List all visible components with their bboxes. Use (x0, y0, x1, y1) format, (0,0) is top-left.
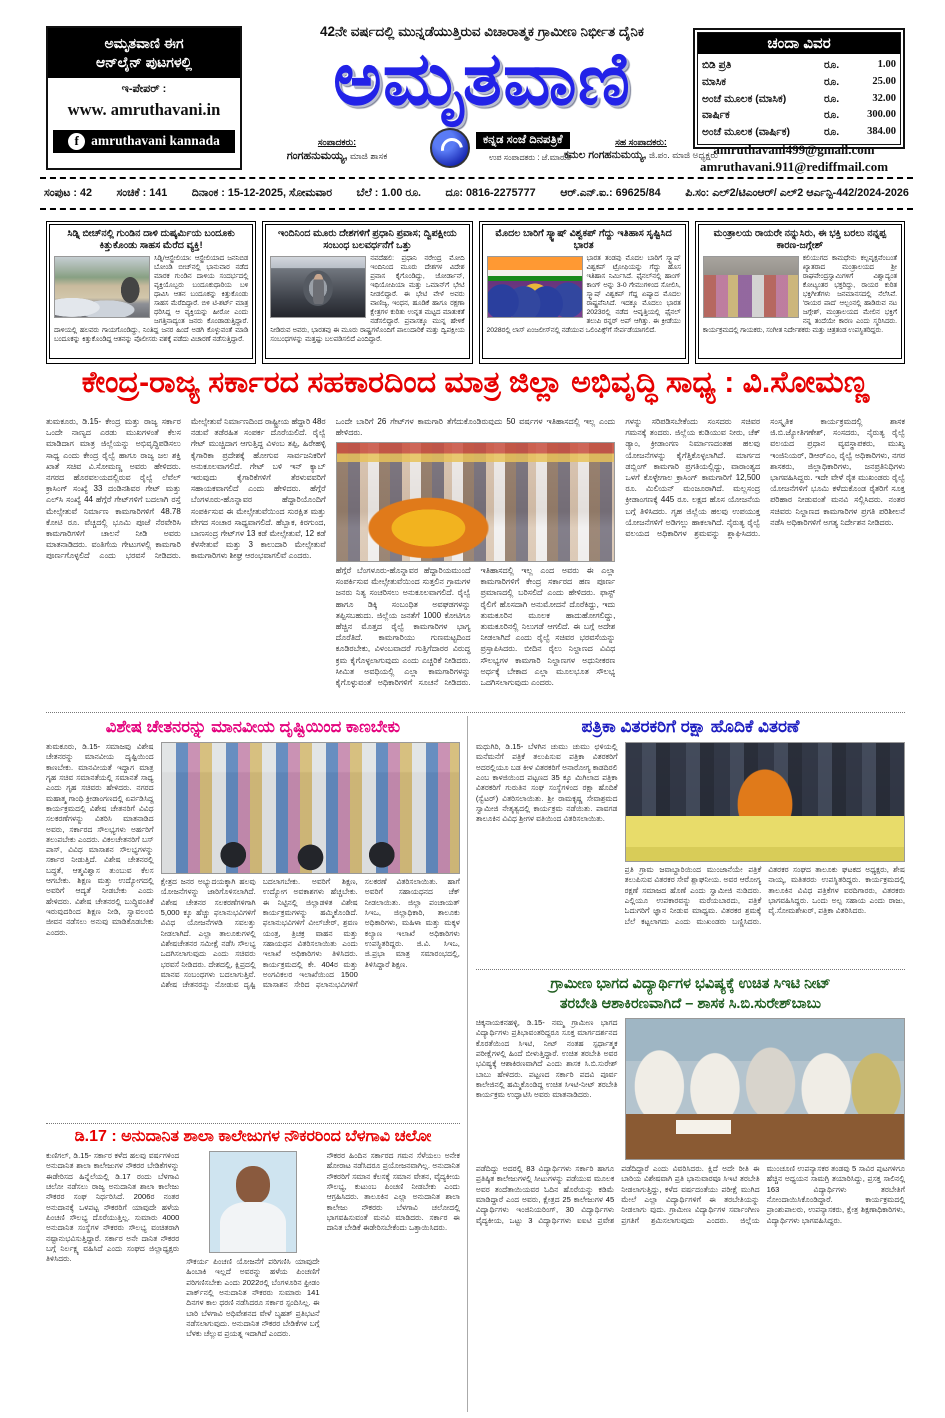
lead-columns-left (46, 416, 326, 710)
postal-number: ಪಿ.ಸಂ: ಎಲ್2/ಟಿಎಂಆರ್/ ಎಲ್2 ಆರ್ಎನ್ಪಿ-442/2024-2026 (685, 187, 909, 199)
article-newspaper-vendors (476, 716, 905, 970)
subscription-item: ಮಾಸಿಕ (702, 75, 726, 88)
belagavi-col-2 (186, 1151, 319, 1412)
co-editor-label: ಸಹ ಸಂಪಾದಕರು: (615, 137, 667, 147)
subscription-item: ಅಂಚೆ ಮೂಲಕ (ಮಾಸಿಕ) (702, 92, 787, 105)
cet-col-3: ಕ್ಷಿದೆ ಅದೇ ರೀತಿ ಈ ಬಾರಿಯ ವಿಶೇಷವಾಗಿ ಪ್ರತಿ ಭಾನುವಾರವೂ ಸಿಇಟಿ ತರಬೇತಿ ನೀಡಲಾಗುತ್ತಿದ್ದು, ಕಳೆದ ವರ್ಷದಂತೆಯು ಪರೀಕ್ಷೆ ಮುಗಿದ ಮೇಲೆ ಎಲ್ಲಾ ವಿದ್ಯಾರ್ಥಿಗಳಿಗೆ ಈ ತರಬೇತಿಯನ್ನು ನೀಡಲಾಗು ವುದು. ಗ್ರಾಮೀಣ ವಿದ್ಯಾರ್ಥಿಗಳ ಸರ್ವಾಂಗೀಣ ಪ್ರಗತಿಗೆ ಶ್ರಮಿಸಲಾಗುವುದು ಎಂದರು. (621, 1164, 760, 1225)
lead-middle-block (336, 416, 616, 710)
sweater-distribution-photo (625, 742, 906, 862)
article-cet-neet-training (476, 970, 905, 1412)
subscription-currency: ರೂ. (824, 75, 840, 88)
subscription-item: ಅಂಚೆ ಮೂಲಕ (ವಾರ್ಷಿಕ) (702, 126, 790, 139)
special-needs-right (161, 742, 460, 1120)
top-story-frame (49, 224, 253, 359)
newspaper-logo-icon (430, 128, 470, 168)
top-story-squash (479, 221, 689, 364)
lead-headline: ಕೇಂದ್ರ-ರಾಜ್ಯ ಸರ್ಕಾರದ ಸಹಕಾರದಿಂದ ಮಾತ್ರ ಜಿಲ್ಲಾ ಅಭಿವೃದ್ಧಿ ಸಾಧ್ಯ : ವಿ.ಸೋಮಣ್ಣ (81, 366, 870, 399)
belagavi-body (46, 1151, 460, 1412)
vendors-col-1: ಮಧುಗಿರಿ, ಡಿ.15- ಬೆಳಗಿನ ಚುಮು ಚುಮು ಛಳಿಯಲ್ಲಿ ಮನೆಮನೆಗೆ ಪತ್ರಿಕೆ ತಲುಪಿಸುವ ಪತ್ರಿಕಾ ವಿತರಕರಿಗೆ ಅದರಲ್ಲಿಯೂ ಬಡ ಕೀಳ ವಿತರಕರಿಗೆ ಅನಾರೋಗ್ಯ ಕಾಡದಿರಲಿ ಎಂಬ ಕಾಳಜಿಯಿಂದ ಪಟ್ಟಣದ 35 ಕ್ಕೂ ಮಿಗಿಲಾದ ಪತ್ರಿಕಾ ವಿತರಕರಿಗೆ ಗುರುತಿನ ಸಂಘ ಸಂಸ್ಥೆಗಳಿಂದ ರಕ್ಷಾ ಹೊದಿಕೆ (ಸ್ವೆಟರ್) ವಿತರಿಸಲಾಯಿತು. ಶ್ರೀ ರಾಮಕೃಷ್ಣ ಸೇವಾಶ್ರಮದ ಸ್ವಾಮೀಜಿ ನೇತೃತ್ವದಲ್ಲಿ ಕಾರ್ಯಕ್ರಮ ನಡೆಯಿತು. ಪಾವಗಡ ತಾಲೂಕಿನ ವಿವಿಧ ಶ್ರೀಗಳ ವತಿಯಿಂದ ವಿತರಿಸಲಾಯಿತು. (475, 742, 618, 824)
belagavi-col-1: ಕುಣಿಗಲ್, ಡಿ.15- ಸರ್ಕಾರ ಕಳೆದ ಹಲವು ವರ್ಷಗಳಿಂದ ಅನುದಾನಿತ ಶಾಲಾ ಕಾಲೇಜುಗಳ ನೌಕರರ ಬೇಡಿಕೆಗಳನ್ನು ಈಡೇರಿಸದ ಹಿನ್ನೆಲೆಯಲ್ಲಿ ಡಿ.17 ರಂದು ಬೆಳಗಾವಿ ಚಲೋ ನಡೆಸಲು ರಾಜ್ಯ ಅನುದಾನಿತ ಶಾಲಾ ಕಾಲೇಜು ನೌಕರರ ಸಂಘ ನಿರ್ಧರಿಸಿದೆ. 2006ರ ನಂತರ ಅನುದಾನಕ್ಕೆ ಒಳಪಟ್ಟ ನೌಕರರಿಗೆ ಯಾವುದೇ ಹಳೆಯ ಪಿಂಚಣಿ ಸೌಲಭ್ಯ ದೊರೆಯುತ್ತಿಲ್ಲ. ಸುಮಾರು 4000 ಅನುದಾನಿತ ಸಂಸ್ಥೆಗಳ ನೌಕರರು ಸೌಲಭ್ಯ ವಂಚಿತರಾಗಿ ನಷ್ಟಾನುಭವಿಸುತ್ತಿದ್ದಾರೆ. ಸರ್ಕಾರ ಅನೇ ದಾನಿತ ನೌಕರರ ಬಗ್ಗೆ ನಿರ್ಲಕ್ಷ್ಯ ವಹಿಸಿದೆ ಎಂದು ಸಂಘದ ಜಿಲ್ಲಾಧ್ಯಕ್ಷರು ತಿಳಿಸಿದರು. (46, 1151, 180, 1264)
top-story-sydney (46, 221, 256, 364)
belagavi-headline: ಡಿ.17 : ಅನುದಾನಿತ ಶಾಲಾ ಕಾಲೇಜುಗಳ ನೌಕರರಿಂದ ಬೆಳಗಾವಿ ಚಲೋ (74, 1128, 432, 1145)
lead-columns-right (625, 416, 905, 710)
top-story-pm-tour (262, 221, 472, 364)
cet-top-block (476, 1018, 905, 1160)
subscription-price: 300.00 (867, 109, 896, 121)
subscription-currency: ರೂ. (824, 109, 840, 122)
subscription-price: 32.00 (872, 92, 896, 104)
belagavi-col-3: ನೌಕರರ ಹಿಂದಿನ ಸರ್ಕಾರದ ಗಮನ ಸೆಳೆಯಲು ಅನೇಕ ಹೋರಾಟ ನಡೆಸಿದರೂ ಪ್ರಯೋಜನವಾಗಿಲ್ಲ. ಅನುದಾನಿತ ನೌಕರರಿಗೆ ಸಮಾನ ಕೆಲಸಕ್ಕೆ ಸಮಾನ ವೇತನ, ವೈದ್ಯಕೀಯ ಸೌಲಭ್ಯ, ಕುಟುಂಬ ಪಿಂಚಣಿ ನೀಡಬೇಕು ಎಂದು ಆಗ್ರಹಿಸಿದರು. ತಾಲೂಕಿನ ಎಲ್ಲಾ ಅನುದಾನಿತ ಶಾಲಾ ಕಾಲೇಜು ನೌಕರರು ಬೆಳಗಾವಿ ಚಲೋದಲ್ಲಿ ಭಾಗವಹಿಸುವಂತೆ ಮನವಿ ಮಾಡಿದರು. ಸರ್ಕಾರ ಈ ದಾನಿತ ಬೇಡಿಕೆ ಈಡೇರಿಸಬೇಕೆಂದು ಒತ್ತಾಯಿಸಿದರು. (326, 1151, 460, 1233)
epaper-label: ಇ-ಪೇಪರ್ : (121, 82, 167, 95)
editor-block (262, 137, 412, 163)
subscription-title: ಚಂದಾ ವಿವರ (698, 33, 900, 54)
editor-label: ಸಂಪಾದಕರು: (317, 137, 357, 147)
subscription-row (702, 91, 896, 108)
vendors-col-2: ಪ್ರತಿ ಗ್ರಾಮ ಜವಾಬ್ದಾರಿಯಿಂದ ಮುಂಜಾನೆಯೇ ಪತ್ರಿಕೆ ತಲುಪಿಸುವ ವಿತರಕರ ಸೇವೆ ಶ್ಲಾಘನೀಯ. ಅವರ ಆರೋಗ್ಯ ರಕ್ಷಣೆ ಸಮಾಜದ ಹೊಣೆ ಎಂದು ಸ್ವಾಮೀಜಿ ನುಡಿದರು. ಎಲ್ಲಿಯೂ ಉಪಕಾರವನ್ನು ಮರೆಯಬಾರದು, ಪತ್ರಿಕೆ ಓದುಗರಿಗೆ ಜ್ಞಾನ ನೀಡುವ ಮಾಧ್ಯಮ. ವಿತರಕರ ಶ್ರಮಕ್ಕೆ ಬೆಲೆ ಕಟ್ಟಲಾಗದು ಎಂದು ಮುಖಂಡರು ಬಣ್ಣಿಸಿದರು. (624, 865, 762, 926)
lower-page-grid (46, 712, 905, 1412)
lead-col-5: ಗಳನ್ನು ಸರಿಪಡಿಸಬೇಕೆಂದು ಸಂಸದರು ಸಚಿವರ ಗಮನಕ್ಕೆ ತಂದರು. ಜಿಲ್ಲೆಯ ಕುಡಿಯುವ ನೀರು, ಚೆಕ್ ಡ್ಯಾಂ, ಕ್ರೀಡಾಂಗಣ ನಿರ್ಮಾಣದಂತಹ ಹಲವು ಯೋಜನೆಗಳನ್ನು ಕೈಗೆತ್ತಿಕೊಳ್ಳಲಾಗಿದೆ. ಮಾರ್ಗದ ಡಬ್ಲಿಂಗ್ ಕಾಮಗಾರಿ ಪ್ರಗತಿಯಲ್ಲಿದ್ದು, ವಾರಾಂತ್ಯದ ಒಳಗೆ ಕೊಳ್ಳೇಗಾಲ ಕ್ರಾಸಿಂಗ್ ಕಾಮಗಾರಿಗೆ 12,500 ರೂ. ಮಿಲಿಯನ್ ಮಂಜೂರಾಗಿದೆ. ಮಲ್ಲಸಂದ್ರ ಕ್ರೀಡಾಂಗಣಕ್ಕೆ 445 ರೂ. ಲಕ್ಷದ ಹೊಸ ಯೋಜನೆಯ ಬಗ್ಗೆ ತಿಳಿಸಿದರು. ಗೃಹ ಜಿಲ್ಲೆಯ ಹಲವು ಉಪಯುಕ್ತ ಯೋಜನೆಗಳಿಗೆ ಅಡಿಗಲ್ಲು ಹಾಕಲಾಗಿದೆ. ನೈರುತ್ಯ ರೈಲ್ವೆ ವಲಯದ ಅಧಿಕಾರಿಗಳ ಶ್ರಮವನ್ನು ಶ್ಲಾಘಿಸಿದರು. (625, 417, 761, 538)
vendors-columns (625, 865, 906, 966)
facebook-strip (53, 130, 235, 153)
vendors-body (476, 742, 905, 966)
issue-price: ಬೆಲೆ : 1.00 ರೂ. (356, 187, 421, 199)
issue-date: ದಿನಾಂಕ : 15-12-2025, ಸೋಮವಾರ (191, 187, 332, 199)
special-needs-body (46, 742, 460, 1120)
special-needs-col-4: ಕಾರ್ಯಕ್ರಮದಲ್ಲಿ ಕೇ. 404ರ ಮತ್ತು ಅಂಗವಿಕಲರ ಇಲಾಖೆಯಿಂದ 1500 ಮಾಸಾಶನ ಸೇರಿದ ಫಲಾನುಭವಿಗಳಿಗೆ ಸಲಕರಣೆ ವಿತರಿಸಲಾಯಿತು. ಹಾಗೆ ಅವರಿಗೆ ಸಹಾಯಧನದ ಚೆಕ್ ನೀಡಲಾಯಿತು. ಜಿಲ್ಲಾ ಪಂಚಾಯತ್ ಸಿಇಒ, ಜಿಲ್ಲಾಧಿಕಾರಿ, ತಾಲೂಕು ಅಧಿಕಾರಿಗಳು, ಮಹಿಳಾ ಮತ್ತು ಮಕ್ಕಳ ಕಲ್ಯಾಣ ಇಲಾಖೆ ಅಧಿಕಾರಿಗಳು ಉಪಸ್ಥಿತರಿದ್ದರು. ಜಿ.ವಿ. ಸಿಇಒ, ಜಿ.ಪ್ರಭಾ ಮಾತ್ರ ಸಮಾರಂಭದಲ್ಲಿ, ತಿಳಿಸಿದ್ದಾರೆ ಶಿಕ್ಷಣ. (262, 877, 460, 990)
top-story-body: ಕಲಿಯುಗದ ಕಾಮಧೇನು ಕಲ್ಪವೃಕ್ಷವೆಂಬಂತೆ ಖ್ಯಾತರಾದ ಮಂತ್ರಾಲಯದ ಶ್ರೀ ರಾಘವೇಂದ್ರಸ್ವಾಮಿಗಳಿಗೆ ವಿಶ್ವಾದ್ಯಂತ ಕೋಟ್ಯಂತರ ಭಕ್ತರಿದ್ದು, ರಾಯರ ಕುರಿತ ಭಕ್ತಿಗೀತೆಗಳು ಜನಮಾನಸದಲ್ಲಿ ನೆಲೆಸಿವೆ. 'ರಾಯರ ಪಾದ' ಆಲ್ಬಂನಲ್ಲಿ ಹಾಡಿರುವ ನಟ ಜಗ್ಗೇಶ್, ಮಂತ್ರಾಲಯದ ಮೇಲಿನ ಭಕ್ತಿಗೆ ನನ್ನ ತಂದೆಯೇ ಕಾರಣ ಎಂದು ಸ್ಮರಿಸಿದರು. ಕಾರ್ಯಕ್ರಮದಲ್ಲಿ ಗಾಯಕರು, ಸಂಗೀತ ನಿರ್ದೇಶಕರು ಮತ್ತು ಚಿತ್ರತಂಡ ಉಪಸ್ಥಿತರಿದ್ದರು. (702, 254, 897, 334)
top-story-body: ಸಿಡ್ನಿ/ಆಸ್ಟ್ರೇಲಿಯಾ: ಆಸ್ಟ್ರೇಲಿಯಾದ ಜನನಿಬಿಡ ಬೋಂಡಿ ಬೀಚ್‌ನಲ್ಲಿ ಭಾನುವಾರ ನಡೆದ ಮಾರಕ ಗುಂಡಿನ ದಾಳಿಯ ಸಂದರ್ಭದಲ್ಲಿ ವ್ಯಕ್ತಿಯೊಬ್ಬರು ಬಂದೂಕುಧಾರಿಯ ಬಳಿ ಧಾವಿಸಿ ಆತನ ಬಂದೂಕನ್ನು ಕಿತ್ತುಕೊಂಡು ಸಾಹಸ ಮೆರೆದಿದ್ದಾರೆ. ಬಿಳಿ ಟಿ-ಶರ್ಟ್ ಮಾತ್ರ ಧರಿಸಿದ್ದ ಆ ವ್ಯಕ್ತಿಯನ್ನು ಹೀರೋ ಎಂದು ಜಗತ್ತಿನಾದ್ಯಂತ ಜನರು ಕೊಂಡಾಡುತ್ತಿದ್ದಾರೆ. ದಾಳಿಯಲ್ಲಿ ಹಲವರು ಗಾಯಗೊಂಡಿದ್ದು, ನಿಂತಿದ್ದ ಜನರ ಹಿಂದೆ ಅಡಗಿ ಕೊಳ್ಳುವಂತೆ ಮಾಡಿ ಬಂದೂಕನ್ನು ಕಿತ್ತುಕೊಂಡಿದ್ದ ಆತನನ್ನು ಪೊಲೀಸರು ವಶಕ್ಕೆ ಪಡೆದು ವಿಚಾರಣೆ ನಡೆಸುತ್ತಿದ್ದಾರೆ. (54, 254, 249, 343)
beach-shooting-photo (54, 256, 150, 318)
contact-emails (679, 142, 909, 176)
subscription-row (702, 74, 896, 91)
subscription-price: 1.00 (877, 59, 896, 70)
belagavi-col-2-text: ಸೌಕರ್ಯ ಪಿಂಚಣಿ ಯೋಜನೆಗೆ ಪರಿಗಣಿಸಿ ಯಾವುದೇ ಹಿಂಬಾಕಿ ಇಲ್ಲದೆ ಅವರನ್ನು ಹಳೆಯ ಪಿಂಚಣಿಗೆ ಪರಿಗಣಿಸಬೇಕು ಎಂದು 2022ರಲ್ಲಿ ಬೆಂಗಳೂರಿನ ಫ್ರೀಡಂ ಪಾರ್ಕ್‌ನಲ್ಲಿ ಅನುದಾನಿತ ನೌಕರರು ಸುಮಾರು 141 ದಿನಗಳ ಕಾಲ ಧರಣಿ ನಡೆಸಿದರೂ ಸರ್ಕಾರ ಸ್ಪಂದಿಸಿಲ್ಲ. ಈ ಬಾರಿ ಬೆಳಗಾವಿ ಅಧಿವೇಶನದ ವೇಳೆ ಬೃಹತ್ ಪ್ರತಿಭಟನೆ ನಡೆಸಲಾಗುವುದು. ಅನುದಾನಿತ ನೌಕರರ ಬೇಡಿಕೆಗಳ ಬಗ್ಗೆ ಬೆಳಕು ಚೆಲ್ಲುವ ಪ್ರಯತ್ನ ಇದಾಗಿದೆ ಎಂದರು. (186, 1257, 320, 1339)
subscription-box-inner (697, 32, 901, 145)
co-editor-desc: ಜಿ.ಪಂ. ಮಾಜಿ ಅಧ್ಯಕ್ಷರು (648, 150, 719, 161)
volume-number: ಸಂಪುಟ : 42 (44, 187, 92, 199)
article-special-needs (46, 716, 460, 1124)
subscription-price: 25.00 (872, 75, 896, 87)
top-story-headline: ಮೊದಲ ಬಾರಿಗೆ ಸ್ಕ್ವಾಷ್ ವಿಶ್ವಕಪ್ ಗೆದ್ದು ಇತಿಹಾಸ ಸೃಷ್ಟಿಸಿದ ಭಾರತ (495, 228, 672, 252)
lead-article-body (46, 416, 905, 710)
lower-right-column (467, 716, 905, 1412)
subscription-item: ಬಿಡಿ ಪ್ರತಿ (702, 59, 732, 71)
top-story-headline: ಇಂದಿನಿಂದ ಮೂರು ದೇಶಗಳಿಗೆ ಪ್ರಧಾನಿ ಪ್ರವಾಸ; ದ್ವಿಪಕ್ಷೀಯ ಸಂಬಂಧ ಬಲವರ್ಧನೆಗೆ ಒತ್ತು (278, 228, 457, 252)
subscription-row (702, 57, 896, 74)
article-belagavi-chalo (46, 1124, 460, 1412)
top-story-body: ನವದೆಹಲಿ: ಪ್ರಧಾನಿ ನರೇಂದ್ರ ಮೋದಿ ಇಂದಿನಿಂದ ಮೂರು ದೇಶಗಳ ವಿದೇಶ ಪ್ರವಾಸ ಕೈಗೊಂಡಿದ್ದು, ಜೋರ್ಡಾನ್, ಇಥಿಯೋಪಿಯಾ ಮತ್ತು ಒಮಾನ್‌ಗೆ ಭೇಟಿ ನೀಡಲಿದ್ದಾರೆ. ಈ ಭೇಟಿ ವೇಳೆ ಅವರು ವಾಣಿಜ್ಯ, ಇಂಧನ, ಹೂಡಿಕೆ ಹಾಗೂ ರಕ್ಷಣಾ ಕ್ಷೇತ್ರಗಳ ಕುರಿತು ಉನ್ನತ ಮಟ್ಟದ ಮಾತುಕತೆ ನಡೆಸಲಿದ್ದಾರೆ. ಪ್ರವಾಸಕ್ಕೂ ಮುನ್ನ ಹೇಳಿಕೆ ನೀಡಿರುವ ಅವರು, ಭಾರತವು ಈ ಮೂರು ರಾಷ್ಟ್ರಗಳೊಂದಿಗೆ ಪಾಲುದಾರಿಕೆ ಮತ್ತು ದ್ವಿಪಕ್ಷೀಯ ಸಂಬಂಧಗಳನ್ನು ಮತ್ತಷ್ಟು ಬಲಪಡಿಸಲಿದೆ ಎಂದಿದ್ದಾರೆ. (270, 254, 465, 343)
lead-col-4: ಇತಿಹಾಸದಲ್ಲಿ ಇಲ್ಲ ಎಂದ ಅವರು ಈ ಎಲ್ಲಾ ಕಾಮಗಾರಿಗಳಿಗೆ ಕೇಂದ್ರ ಸರ್ಕಾರದ ಹಣ ಪೂರ್ಣ ಪ್ರಮಾಣದಲ್ಲಿ ಬರಿಸಲಿದೆ ಎಂದು ಹೇಳಿದರು. ಫಾಸ್ಟ್ ರೈಲಿಗೆ ಹೊಸದಾಗಿ ಅನುಮೋದನೆ ದೊರೆಕಿದ್ದು, ಇದು ತುಮಕೂರಿನ ಮೂಲಕ ಹಾದುಹೋಗಲಿದ್ದು, ತುಮಕೂರಿನಲ್ಲಿ ನಿಲುಗಡೆ ಆಗಲಿದೆ. ಈ ಬಗ್ಗೆ ಅದೇಶ ನೀಡಲಾಗಿದೆ ಎಂದು ರೈಲ್ವೆ ಸಚಿವರ ಭರವಸೆಯನ್ನು ಪ್ರಸ್ತಾಪಿಸಿದರು. ಬೀದಿನ ರೈಲು ನಿಲ್ದಾಣದ ವಿವಿಧ ಸೌಲಭ್ಯಗಳ ಕಾಮಗಾರಿ ನಿಲ್ದಾಣಗಳ ಅಧುನೀಕರಣ ಅರ್ಧಕ್ಕೆ ಬೇಕಾದ ಎಲ್ಲಾ ಮೂಲಭೂತ ಸೌಲಭ್ಯ ಒದಗಿಸಲಾಗುವುದು ಎಂದರು. (480, 566, 616, 687)
lead-col-3: ಹೆಗ್ಗೆರೆ ಬೆಂಗಳೂರು-ಹೊನ್ನಾವರ ಹೆದ್ದಾರಿಯಮುಂದೆ ಸಂಪರ್ಕಿಸುವ ಮೇಲ್ಸೇತುವೆಯಿಂದ ಸುತ್ತಲಿನ ಗ್ರಾಮಗಳ ಜನರು ನಿತ್ಯ ಸಂಚರಿಸಲು ಅನುಕೂಲವಾಗಲಿದೆ. ರೈಲ್ವೆ ಹಾಗೂ ಡಿಕ್ಕಿ ಸಂಬಂಧಿತ ಅವಘಡಗಳನ್ನು ತಪ್ಪಿಸಬಹುದು. ಜಿಲ್ಲೆಯ ಜನತೆಗೆ 1000 ಕೋಟಿಗೂ ಹೆಚ್ಚಿನ ಮೊತ್ತದ ರೈಲ್ವೆ ಕಾಮಗಾರಿಗಳ ಭಾಗ್ಯ ದೊರೆತಿದೆ. ಕಾಮಗಾರಿಯು ಗುಣಮಟ್ಟದಿಂದ ಕೂಡಿರಬೇಕು, ವಿಳಂಬವಾದರೆ ಗುತ್ತಿಗೆದಾರರ ವಿರುದ್ಧ ಕ್ರಮ ಕೈಗೊಳ್ಳಲಾಗುವುದು ಎಂದು ಎಚ್ಚರಿಕೆ ನೀಡಿದರು. ಸೀಮಿತ ಅವಧಿಯಲ್ಲಿ ಎಲ್ಲಾ ಕಾಮಗಾರಿಗಳನ್ನು ಕೈಗೊಳ್ಳುವಂತೆ ಅಧಿಕಾರಿಗಳಿಗೆ ಸೂಚನೆ ನೀಡಿದರು. (335, 566, 471, 687)
editor-desc: ಮಾಜಿ ಶಾಸಕ (350, 150, 388, 161)
squash-team-photo (487, 256, 583, 318)
special-needs-col-2: ಕ್ಷೇತ್ರದ ಜನರ ಅಭ್ಯುದಯಕ್ಕಾಗಿ ಹಲವು ಯೋಜನೆಗಳನ್ನು ಜಾರಿಗೊಳಿಸಲಾಗಿದೆ. ವಿಶೇಷ ಚೇತನರ ಸಲಕರಣೆಗಳಿಗಾಗಿ 5,000 ಕ್ಕೂ ಹೆಚ್ಚು ಫಲಾನುಭವಿಗಳಿಗೆ ವಿವಿಧ ಯೋಜನೆಗಳಡಿ ಸವಲತ್ತು ನೀಡಲಾಗಿದೆ. ಎಲ್ಲಾ ತಾಲೂಕುಗಳಲ್ಲಿ ವಿಶೇಷಚೇತನರ ಸಮೀಕ್ಷೆ ನಡೆಸಿ ಸೌಲಭ್ಯ ಒದಗಿಸಲಾಗುವುದು ಎಂದು ಸಚಿವರು ಭರವಸೆ ನೀಡಿದರು. (160, 877, 256, 969)
lead-columns-middle (336, 565, 616, 710)
subscription-row (702, 107, 896, 124)
top-story-headline: ಸಿಡ್ನಿ ಬೀಚ್‌ನಲ್ಲಿ ಗುಂಡಿನ ದಾಳಿ ದುಷ್ಕರ್ಮಿಯ ಬಂದೂಕು ಕಿತ್ತುಕೊಂಡು ಸಾಹಸ ಮೆರೆದ ವ್ಯಕ್ತಿ! (67, 228, 235, 252)
special-needs-headline: ವಿಶೇಷ ಚೇತನರನ್ನು ಮಾನವೀಯ ದೃಷ್ಟಿಯಿಂದ ಕಾಣಬೇಕು (105, 718, 401, 736)
vendors-headline: ಪತ್ರಿಕಾ ವಿತರಕರಿಗೆ ರಕ್ಷಾ ಹೊದಿಕೆ ವಿತರಣೆ (581, 717, 800, 736)
subscription-item: ವಾರ್ಷಿಕ (702, 109, 730, 122)
subscription-currency: ರೂ. (824, 126, 840, 139)
wheelchair-distribution-photo (161, 742, 460, 874)
email-gmail: amruthavani499@gmail.com (713, 142, 875, 157)
sub-editor-line: ಉಪ ಸಂಪಾದಕರು : ಜೆ.ಮಾರುತಿ (488, 153, 572, 162)
top-story-frame (482, 224, 686, 359)
foundation-ceremony-photo (336, 442, 616, 562)
newspaper-title: ಅಮೃತವಾಣಿ (332, 37, 632, 120)
subscription-currency: ರೂ. (824, 59, 840, 71)
press-conference-photo (625, 1018, 906, 1160)
masthead-tagline: 42ನೇ ವರ್ಷದಲ್ಲಿ ಮುನ್ನಡೆಯುತ್ತಿರುವ ವಿಚಾರಾತ್ಮಕ ಗ್ರಾಮೀಣ ನಿರ್ಭೀತ ದೈನಿಕ (320, 24, 644, 39)
union-leader-portrait-photo (209, 1151, 297, 1253)
lead-col-2: ಮೇಲ್ಸೇತುವೆ ನಿರ್ಮಾಣದಿಂದ ರಾಷ್ಟ್ರೀಯ ಹೆದ್ದಾರಿ 48ರ ನಡುವೆ ತಡೆರಹಿತ ಸಂಪರ್ಕ ದೊರೆಯಲಿದೆ. ರೈಲ್ವೆ ಗೇಟ್ ಮುಚ್ಚಿದಾಗ ಆಗುತ್ತಿದ್ದ ವಿಳಂಬ ತಪ್ಪಿ, ಹಿರೇಹಳ್ಳಿ ಕೈಗಾರಿಕಾ ಪ್ರದೇಶಕ್ಕೆ ಹೋಗುವ ಸಾರ್ವಜನಿಕರಿಗೆ ಅನುಕೂಲವಾಗಲಿದೆ. ಗೇಟ್ ಬಳಿ ಇನ್ ಕ್ಯಾಬ್ ಇರುವುದು ಕೈಗಾರಿಕೆಗಳಿಗೆ ತೆರಳುವವರಿಗೆ ಸಹಾಯಕವಾಗಲಿದೆ ಎಂದು ಹೇಳಿದರು. ಹೆಗ್ಗೆರೆ ಬೆಂಗಳೂರು-ಹೊನ್ನಾವರ ಹೆದ್ದಾರಿಯೊಂದಿಗೆ ಸಂಪರ್ಕಿಸುವ ಈ ಮೇಲ್ಸೇತುವೆಯಿಂದ ಸುರಕ್ಷಿತ ಮತ್ತು ವೇಗದ ಸಂಚಾರ ಸಾಧ್ಯವಾಗಲಿದೆ. ಹೆಬ್ಬಾಕ, ಕಿರಗುಂದ, ಬಾಣಸಂದ್ರ ಗೇಟ್‌ಗಳ 13 ಕಡೆ ಮೇಲ್ಸೇತುವೆ, 12 ಕಡೆ ಕೆಳಸೇತುವೆ ಮತ್ತು 3 ಕಾಲುದಾರಿ ಮೇಲ್ಸೇತುವೆ ಕಾಮಗಾರಿಗಳು ಶೀಘ್ರ ಆರಂಭವಾಗಲಿವೆ ಎಂದರು. (190, 417, 326, 561)
cet-columns (476, 1164, 905, 1412)
facebook-icon: f (68, 133, 85, 150)
top-story-jaggesh (695, 221, 905, 364)
top-story-frame (265, 224, 469, 359)
rni-number: ಆರ್.ಎನ್.ಐ.: 69625/84 (560, 187, 661, 199)
online-promo-banner (48, 28, 240, 78)
vendors-col-3: ವಿತರಕರ ಸಂಘದ ತಾಲೂಕು ಘಟಕದ ಅಧ್ಯಕ್ಷರು, ಶೇಷ ನಾಯ್ಕ, ಮತಿತರರು ಉಪಸ್ಥಿತರಿದ್ದರು. ಕಾರ್ಯಕ್ರಮದಲ್ಲಿ ತಾಲೂಕಿನ ವಿವಿಧ ಪತ್ರಿಕೆಗಳ ವರದಿಗಾರರು, ವಿತರಕರು ಭಾಗವಹಿಸಿದ್ದರು. ಒಂದು ಅಲ್ಪ ಸಹಾಯ ಎಂದು ರಾಜು, ವೈ.ಸೋಮಶೇಖರ್, ಪತ್ರಿಕಾ ವಿತರಿಸಿದರು. (768, 865, 905, 916)
cet-headline-line1: ಗ್ರಾಮೀಣ ಭಾಗದ ವಿದ್ಯಾರ್ಥಿಗಳ ಭವಿಷ್ಯಕ್ಕೆ ಉಚಿತ ಸಿಇಟಿ ನೀಟ್ (550, 976, 831, 992)
top-story-headline: ಮಂತ್ರಾಲಯ ರಾಯರೇ ನನ್ನುಸಿರು, ಈ ಭಕ್ತಿ ಬರಲು ನನ್ನಪ್ಪ ಕಾರಣ-ಜಗ್ಗೇಶ್ (713, 228, 887, 252)
event-group-photo (703, 256, 799, 318)
subscription-row (702, 124, 896, 141)
paper-type-band: ಕನ್ನಡ ಸಂಜೆ ದಿನಪತ್ರಿಕೆ (476, 132, 570, 149)
vendors-right (625, 742, 906, 966)
special-needs-columns (161, 877, 460, 1120)
cet-col-2: ಪಡೆದಿದ್ದು ಅದರಲ್ಲಿ 83 ವಿದ್ಯಾರ್ಥಿಗಳು ಸರ್ಕಾರಿ ಹಾಗೂ ಪ್ರತಿಷ್ಠಿತ ಕಾಲೇಜುಗಳಲ್ಲಿ ಸೀಟುಗಳನ್ನು ಪಡೆಯುವ ಮೂಲಕ ಅವರ ತಂದೆತಾಯಿಯವರ ಓದಿನ ಹೊರೆಯನ್ನು ಕಡಿಮೆ ಮಾಡಿದ್ದಾರೆ ಎಂದ ಅವರು, ಕ್ಷೇತ್ರದ 25 ಕಾಲೇಜುಗಳ 45 ವಿದ್ಯಾರ್ಥಿಗಳು ಇಂಜಿನಿಯರಿಂಗ್, 30 ವಿದ್ಯಾರ್ಥಿಗಳು ವೈದ್ಯಕೀಯ, ಒಟ್ಟು 3 ವಿದ್ಯಾರ್ಥಿಗಳು ಐಐಟಿ ಪ್ರವೇಶ ಪಡೆದಿದ್ದಾರೆ ಎಂದು ವಿವರಿಸಿದರು. (475, 1164, 704, 1225)
top-stories-row (46, 221, 905, 364)
issue-info-bar (40, 177, 913, 210)
subscription-box (693, 28, 905, 149)
top-story-frame (698, 224, 902, 359)
lower-left-column (46, 716, 467, 1412)
issue-number: ಸಂಚಿಕೆ : 141 (116, 187, 168, 199)
lead-col-1: ತುಮಕೂರು, ಡಿ.15- ಕೇಂದ್ರ ಮತ್ತು ರಾಜ್ಯ ಸರ್ಕಾರ ಒಂದೇ ನಾಣ್ಯದ ಎರಡು ಮುಖಗಳಂತೆ ಕೆಲಸ ಮಾಡಿದಾಗ ಮಾತ್ರ ಜಿಲ್ಲೆಯನ್ನು ಅಭಿವೃದ್ಧಿಪಡಿಸಲು ಸಾಧ್ಯ ಎಂದು ಕೇಂದ್ರ ರೈಲ್ವೆ ಹಾಗೂ ರಾಜ್ಯ ಜಲ ಶಕ್ತಿ ಖಾತೆ ಸಚಿವ ವಿ.ಸೋಮಣ್ಣ ಅವರು ಹೇಳಿದರು. ನಗರದ ಹೊರವಲಯದಲ್ಲಿರುವ ರೈಲ್ವೆ ಲೆವೆಲ್ ಕ್ರಾಸಿಂಗ್ ಸಂಖ್ಯೆ 33 ದಂಡಿನಶಿವರ ಗೇಟ್ ಮತ್ತು ಎಲ್‌ಸಿ ಸಂಖ್ಯೆ 44 ಹೆಗ್ಗೆರೆ ಗೇಟ್‌ಗಳಿಗೆ ಬದಲಾಗಿ ರಸ್ತೆ ಮೇಲ್ಸೇತುವೆ ನಿರ್ಮಾಣ ಕಾಮಗಾರಿಗಳಿಗೆ 48.78 ಕೋಟಿ ರೂ. ವೆಚ್ಚದಲ್ಲಿ ಭೂಮಿ ಪೂಜೆ ನೆರವೇರಿಸಿ ಕಾಮಗಾರಿಗಳಿಗೆ ಚಾಲನೆ ನೀಡಿ ಅವರು ಮಾತನಾಡಿದರು. ವಂತಿಗೆಯ ಗೇಟುಗಳಲ್ಲಿ ಕಾಮಗಾರಿ ಪೂರ್ಣಗೊಳ್ಳಲಿದೆ ಎಂದು ಭರವಸೆ ನೀಡಿದರು. (46, 417, 181, 561)
subscription-price: 384.00 (867, 126, 896, 138)
facebook-handle: amruthavani kannada (91, 133, 220, 149)
subscription-currency: ರೂ. (824, 92, 840, 105)
online-promo-line2: ಆನ್‌ಲೈನ್ ಪುಟಗಳಲ್ಲಿ (95, 53, 193, 70)
cet-headline (476, 975, 905, 1014)
online-promo-line1: ಅಮೃತವಾಣಿ ಈಗ (104, 35, 184, 51)
cet-col-4: ಜಿಲ್ಲೆಯ ಮುಂಚೂಣಿ ಉಪನ್ಯಾಸಕರ ತಂಡವು 5 ಸಾವಿರ ಪುಟಗಳಿಗೂ ಹೆಚ್ಚಿನ ಅಧ್ಯಯನ ಸಾಮಗ್ರಿ ತಯಾರಿಸಿದ್ದು, ಪ್ರಸಕ್ತ ಸಾಲಿನಲ್ಲಿ 163 ವಿದ್ಯಾರ್ಥಿಗಳು ತರಬೇತಿಗೆ ನೋಂದಾಯಿಸಿಕೊಂಡಿದ್ದಾರೆ. ಕಾರ್ಯಕ್ರಮದಲ್ಲಿ ಪ್ರಾಂಶುಪಾಲರು, ಉಪನ್ಯಾಸಕರು, ಕ್ಷೇತ್ರ ಶಿಕ್ಷಣಾಧಿಕಾರಿಗಳು, ವಿದ್ಯಾರ್ಥಿಗಳು ಭಾಗವಹಿಸಿದ್ದರು. (740, 1164, 905, 1225)
pm-aircraft-photo (270, 256, 366, 318)
website-url: www. amruthavani.in (67, 99, 221, 119)
online-promo-box (46, 26, 242, 170)
top-story-body: ಭಾರತ ತಂಡವು ಮೊದಲ ಬಾರಿಗೆ ಸ್ಕ್ವಾಷ್ ವಿಶ್ವಕಪ್ ಟ್ರೋಫಿಯನ್ನು ಗೆದ್ದು ಹೊಸ ಇತಿಹಾಸ ನಿರ್ಮಿಸಿದೆ. ಫೈನಲ್‌ನಲ್ಲಿ ಹಾಂಗ್ ಕಾಂಗ್ ಅನ್ನು 3-0 ಗೇಮುಗಳಿಂದ ಸೋಲಿಸಿ, ಸ್ಕ್ವಾಷ್ ವಿಶ್ವಕಪ್ ಗೆದ್ದ ಏಷ್ಯಾದ ಮೊದಲ ರಾಷ್ಟ್ರವೆನಿಸಿದೆ. ಇದಕ್ಕೂ ಮೊದಲು ಭಾರತ 2023ರಲ್ಲಿ ನಡೆದ ಆವೃತ್ತಿಯಲ್ಲಿ ಫೈನಲ್ ತಲುಪಿ ರನ್ನರ್ ಅಪ್ ಆಗಿತ್ತು. ಈ ಕ್ರೀಡೆಯು 2028ರಲ್ಲಿ ಲಾಸ್ ಏಂಜಲೀಸ್‌ನಲ್ಲಿ ನಡೆಯುವ ಒಲಿಂಪಿಕ್ಸ್‌ಗೆ ಸೇರ್ಪಡೆಯಾಗಲಿದೆ. (486, 254, 681, 334)
lead-col-6: ಸಂಸ್ಕೃತಿಕ ಕಾರ್ಯಕ್ರಮದಲ್ಲಿ ಶಾಸಕ ಜಿ.ಬಿ.ಜ್ಯೋತಿಗಣೇಶ್, ಸಂಸದರು, ನೈರುತ್ಯ ರೈಲ್ವೆ ವಲಯದ ಪ್ರಧಾನ ವ್ಯವಸ್ಥಾಪಕರು, ಮುಖ್ಯ ಇಂಜಿನಿಯರ್, ಡಿಆರ್‌ಎಂ, ರೈಲ್ವೆ ಅಧಿಕಾರಿಗಳು, ನಗರ ಶಾಸಕರು, ಜಿಲ್ಲಾಧಿಕಾರಿಗಳು, ಜನಪ್ರತಿನಿಧಿಗಳು ಭಾಗವಹಿಸಿದ್ದರು. ಇದೇ ವೇಳೆ ರೈತ ಮುಖಂಡರು ರೈಲ್ವೆ ಯೋಜನೆಗಳಿಗೆ ಭೂಮಿ ಕಳೆದುಕೊಂಡ ರೈತರಿಗೆ ಸೂಕ್ತ ಪರಿಹಾರ ನೀಡುವಂತೆ ಮನವಿ ಸಲ್ಲಿಸಿದರು. ನಂತರ ಸಚಿವರು ನಿಲ್ದಾಣದ ಕಾಮಗಾರಿಗಳ ಪ್ರಗತಿ ಪರಿಶೀಲನೆ ನಡೆಸಿ ಅಧಿಕಾರಿಗಳಿಗೆ ಅಗತ್ಯ ನಿರ್ದೇಶನ ನೀಡಿದರು. (770, 417, 905, 527)
cet-headline-line2: ತರಬೇತಿ ಆಶಾಕಿರಣವಾಗಿದೆ – ಶಾಸಕ ಸಿ.ಬಿ.ಸುರೇಶ್‌ಬಾಬು (559, 995, 822, 1012)
lead-mid-intro: ಒಂದೇ ಬಾರಿಗೆ 26 ಗೇಟ್‌ಗಳ ಕಾಮಗಾರಿ ತೆಗೆದುಕೊಂಡಿರುವುದು 50 ವರ್ಷಗಳ ಇತಿಹಾಸದಲ್ಲಿ ಇಲ್ಲ ಎಂದು ಹೇಳಿದರು. (335, 417, 616, 438)
special-needs-col-1: ತುಮಕೂರು, ಡಿ.15- ಸಮಾಜವು ವಿಶೇಷ ಚೇತನರನ್ನು ಮಾನವೀಯ ದೃಷ್ಟಿಯಿಂದ ಕಾಣಬೇಕು. ಮಾನವೀಯತೆ ಇದ್ದಾಗ ಮಾತ್ರ ಗೃಹ ಸಚಿವ ಸಮಾನತೆಯಲ್ಲಿ ಸಮಾನತೆ ಸಾಧ್ಯ ಎಂದು ಗೃಹ ಸಚಿವರು ಹೇಳಿದರು. ನಗರದ ಮಹಾತ್ಮ ಗಾಂಧಿ ಕ್ರೀಡಾಂಗಣದಲ್ಲಿ ಏರ್ಪಡಿಸಿದ್ದ ಕಾರ್ಯಕ್ರಮದಲ್ಲಿ ವಿಶೇಷ ಚೇತನರಿಗೆ ವಿವಿಧ ಸಲಕರಣೆಗಳನ್ನು ವಿತರಿಸಿ ಮಾತನಾಡಿದ ಅವರು, ಸರ್ಕಾರದ ಸೌಲಭ್ಯಗಳು ಅರ್ಹರಿಗೆ ತಲುಪಬೇಕು ಎಂದರು. ವಿಕಲಚೇತನರಿಗೆ ಬಸ್ ಪಾಸ್, ವಿವಿಧ ಮಾಸಾಶನ ಸೌಲಭ್ಯಗಳನ್ನು ಸರ್ಕಾರ ನೀಡುತ್ತಿದೆ. ವಿಶೇಷ ಚೇತನರಲ್ಲಿ ಬದ್ಧತೆ, ಆತ್ಮವಿಶ್ವಾಸ ತುಂಬುವ ಕೆಲಸ ಆಗಬೇಕು. ಶಿಕ್ಷಣ ಮತ್ತು ಉದ್ಯೋಗದಲ್ಲಿ ಅವರಿಗೆ ಆದ್ಯತೆ ನೀಡಬೇಕು ಎಂದು ಹೇಳಿದರು. ವಿಶೇಷ ಚೇತನರಲ್ಲಿ ಬುದ್ಧಿವಂತಿಕೆ ಇರುವುದರಿಂದ ಶಿಕ್ಷಣ ನೀಡಿ, ಸ್ವಾವಲಂಬಿ ಜೀವನ ನಡೆಸಲು ಅನುವು ಮಾಡಿಕೊಡಬೇಕು ಎಂದರು. (46, 742, 154, 937)
cet-col-1: ಚಿಕ್ಕನಾಯಕನಹಳ್ಳಿ, ಡಿ.15- ನಮ್ಮ ಗ್ರಾಮೀಣ ಭಾಗದ ವಿದ್ಯಾರ್ಥಿಗಳು ಪ್ರತಿಭಾವಂತರಿದ್ದರೂ ಸೂಕ್ತ ಮಾರ್ಗದರ್ಶನದ ಕೊರತೆಯಿಂದ ಸಿಇಟಿ, ನೀಟ್ ನಂತಹ ಸ್ಪರ್ಧಾತ್ಮಕ ಪರೀಕ್ಷೆಗಳಲ್ಲಿ ಹಿಂದೆ ಬೀಳುತ್ತಿದ್ದಾರೆ. ಉಚಿತ ತರಬೇತಿ ಅವರ ಭವಿಷ್ಯಕ್ಕೆ ಆಶಾಕಿರಣವಾಗಿದೆ ಎಂದು ಶಾಸಕ ಸಿ.ಬಿ.ಸುರೇಶ್ ಬಾಬು ಹೇಳಿದರು. ಪಟ್ಟಣದ ಸರ್ಕಾರಿ ಪದವಿ ಪೂರ್ವ ಕಾಲೇಜಿನಲ್ಲಿ ಹಮ್ಮಿಕೊಂಡಿದ್ದ ಉಚಿತ ಸಿಇಟಿ-ನೀಟ್ ತರಬೇತಿ ಕಾರ್ಯಕ್ರಮ ಉದ್ಘಾಟಿಸಿ ಅವರು ಮಾತನಾಡಿದರು. (475, 1018, 618, 1100)
phone-number: ದೂ: 0816-2275777 (445, 187, 536, 199)
special-needs-col-3: ದೇಶದಲ್ಲಿ, ಕ್ಷಿಪ್ರದಲ್ಲಿ ಮಾನವ ಸಂಬಂಧಗಳು ಬದಲಾಗುತ್ತಿವೆ. ವಿಶೇಷ ಚೇತನರನ್ನು ನೋಡುವ ದೃಷ್ಟಿ ಬದಲಾಗಬೇಕು. ಅವರಿಗೆ ಶಿಕ್ಷಣ, ಉದ್ಯೋಗ ಅವಕಾಶಗಳು ಹೆಚ್ಚಬೇಕು. ಈ ನಿಟ್ಟಿನಲ್ಲಿ ಜಿಲ್ಲಾಡಳಿತ ವಿಶೇಷ ಕಾರ್ಯಕ್ರಮಗಳನ್ನು ಹಮ್ಮಿಕೊಂಡಿದೆ. ಫಲಾನುಭವಿಗಳಿಗೆ ವೀಲ್‌ಚೇರ್, ಶ್ರವಣ ಯಂತ್ರ, ತ್ರಿಚಕ್ರ ವಾಹನ ಮತ್ತು ಸಹಾಯಧನ ವಿತರಿಸಲಾಯಿತು ಎಂದು ಇಲಾಖೆ ಅಧಿಕಾರಿಗಳು ತಿಳಿಸಿದರು. (160, 877, 358, 990)
co-editor-name: ಕಮಲ ಗಂಗಹನುಮಯ್ಯ, (563, 149, 647, 162)
email-rediff: amruthavani.911@rediffmail.com (699, 158, 889, 174)
editor-name: ಗಂಗಹನುಮಯ್ಯ, (286, 149, 348, 162)
